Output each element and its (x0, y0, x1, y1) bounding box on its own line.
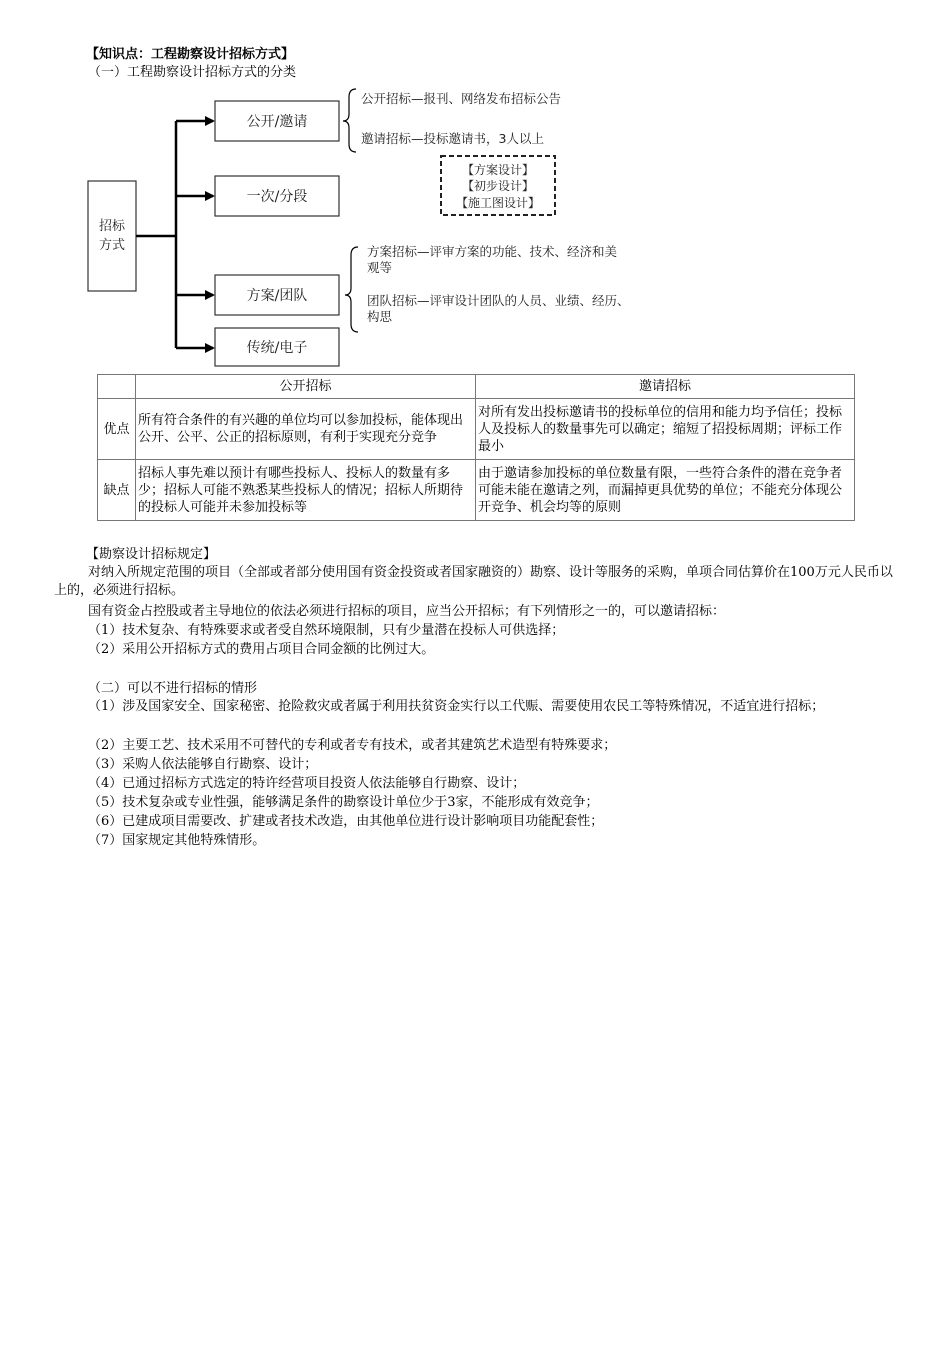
exemption-item-6: （6）已建成项目需要改、扩建或者技术改造，由其他单位进行设计影响项目功能配套性； (88, 814, 604, 829)
open-advantages-cell: 所有符合条件的有兴趣的单位均可以参加投标，能体现出公开、公平、公正的招标原则，有利于实现充分竞争 (136, 399, 476, 460)
stage-preliminary-design: 【初步设计】 (461, 179, 535, 193)
exemption-item-2: （2）主要工艺、技术采用不可替代的专利或者专有技术，或者其建筑艺术造型有特殊要求； (88, 738, 617, 753)
node-open-invite: 公开/邀请 (246, 114, 308, 130)
rules-title: 【勘察设计招标规定】 (86, 547, 217, 562)
team-bidding-note-line1: 团队招标—评审设计团队的人员、业绩、经历、 (367, 293, 630, 308)
section-2-title: （二）可以不进行招标的情形 (88, 681, 258, 696)
brace-plan-team (345, 247, 358, 332)
rules-paragraph-2: 国有资金占控股或者主导地位的依法必须进行招标的项目，应当公开招标；有下列情形之一的，可以邀请招标： (88, 604, 726, 619)
open-bidding-note: 公开招标—报刊、网络发布招标公告 (361, 91, 562, 106)
brace-open-invite (343, 89, 356, 152)
exemption-item-4: （4）已通过招标方式选定的特许经营项目投资人依法能够自行勘察、设计； (88, 776, 526, 791)
row-label-advantages: 优点 (98, 399, 136, 460)
node-traditional-electronic: 传统/电子 (246, 340, 308, 356)
exemption-item-3: （3）采购人依法能够自行勘察、设计； (88, 757, 318, 772)
exemption-item-1 (54, 698, 894, 716)
team-bidding-note-line2: 构思 (367, 309, 393, 324)
table-header-empty (98, 375, 136, 399)
node-once-staged: 一次/分段 (246, 189, 308, 205)
exemption-item-5: （5）技术复杂或专业性强，能够满足条件的勘察设计单位少于3家，不能形成有效竞争； (88, 795, 599, 810)
table-header-open: 公开招标 (136, 375, 476, 399)
rules-item-2: （2）采用公开招标方式的费用占项目合同金额的比例过大。 (88, 642, 435, 657)
node-plan-team: 方案/团队 (246, 288, 308, 304)
stage-scheme-design: 【方案设计】 (461, 163, 535, 177)
row-label-disadvantages: 缺点 (98, 460, 136, 521)
open-disadvantages-cell: 招标人事先难以预计有哪些投标人、投标人的数量有多少；招标人可能不熟悉某些投标人的情况；招标人所期待的投标人可能并未参加投标等 (136, 460, 476, 521)
rules-paragraph-1-text: 对纳入所规定范围的项目（全部或者部分使用国有资金投资或者国家融资的）勘察、设计等服务的采购，单项合同估算价在100万元人民币以上的，必须进行招标。 (54, 565, 893, 598)
plan-bidding-note-line2: 观等 (367, 260, 393, 275)
table-header-row (98, 375, 855, 399)
bidding-methods-diagram (0, 0, 950, 372)
stage-construction-drawing: 【施工图设计】 (455, 196, 541, 210)
root-box (88, 181, 136, 291)
invite-bidding-note: 邀请招标—投标邀请书，3人以上 (361, 131, 544, 146)
table-row (98, 399, 855, 460)
root-label-line1: 招标 (98, 219, 126, 234)
rules-item-1: （1）技术复杂、有特殊要求或者受自然环境限制，只有少量潜在投标人可供选择； (88, 623, 565, 638)
exemption-item-1-text: （1）涉及国家安全、国家秘密、抢险救灾或者属于利用扶贫资金实行以工代赈、需要使用农民工等特殊情况，不适宜进行招标； (88, 699, 825, 714)
table-header-invite: 邀请招标 (476, 375, 855, 399)
root-label-line2: 方式 (98, 238, 126, 253)
invite-disadvantages-cell: 由于邀请参加投标的单位数量有限，一些符合条件的潜在竞争者可能未能在邀请之列，而漏掉更具优势的单位；不能充分体现公开竞争、机会均等的原则 (476, 460, 855, 521)
comparison-table (97, 374, 855, 521)
invite-advantages-cell: 对所有发出投标邀请书的投标单位的信用和能力均予信任；投标人及投标人的数量事先可以确定；缩短了招投标周期；评标工作最小 (476, 399, 855, 460)
section-1-title: （一）工程勘察设计招标方式的分类 (88, 65, 297, 80)
exemption-item-7: （7）国家规定其他特殊情形。 (88, 833, 266, 848)
knowledge-point-heading: 【知识点：工程勘察设计招标方式】 (86, 47, 295, 62)
plan-bidding-note-line1: 方案招标—评审方案的功能、技术、经济和美 (367, 244, 618, 259)
rules-paragraph-1 (54, 564, 894, 600)
table-row (98, 460, 855, 521)
